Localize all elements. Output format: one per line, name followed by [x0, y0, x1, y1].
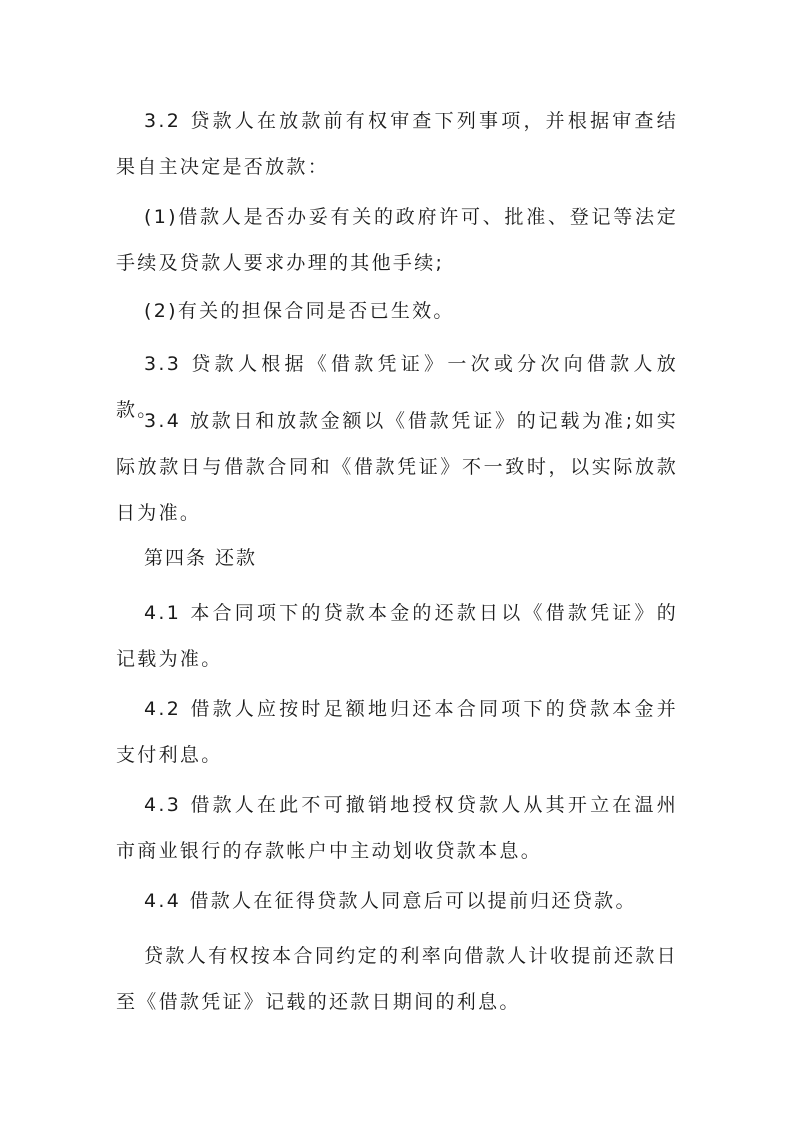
clause-4-1: 4.1 本合同项下的贷款本金的还款日以《借款凭证》的记载为准。: [116, 602, 678, 670]
clause-4-2: 4.2 借款人应按时足额地归还本合同项下的贷款本金并支付利息。: [116, 698, 678, 766]
clause-3-2-item-1: (1)借款人是否办妥有关的政府许可、批准、登记等法定手续及贷款人要求办理的其他手续;: [116, 206, 678, 274]
clause-4-4-note: 贷款人有权按本合同约定的利率向借款人计收提前还款日至《借款凭证》记载的还款日期间的利息。: [116, 945, 678, 1013]
clause-4-4: 4.4 借款人在征得贷款人同意后可以提前归还贷款。: [144, 890, 637, 912]
clause-4-3: 4.3 借款人在此不可撤销地授权贷款人从其开立在温州市商业银行的存款帐户中主动划收贷款本息。: [116, 794, 678, 862]
clause-3-4: 3.4 放款日和放款金额以《借款凭证》的记载为准;如实际放款日与借款合同和《借款凭证》不一致时，以实际放款日为准。: [116, 410, 678, 524]
clause-3-2: 3.2 贷款人在放款前有权审查下列事项，并根据审查结果自主决定是否放款：: [116, 110, 678, 178]
section-heading-4: 第四条 还款: [144, 547, 258, 569]
clause-3-3: 3.3 贷款人根据《借款凭证》一次或分次向借款人放款。: [116, 353, 678, 421]
clause-3-2-item-2: (2)有关的担保合同是否已生效。: [144, 300, 455, 322]
